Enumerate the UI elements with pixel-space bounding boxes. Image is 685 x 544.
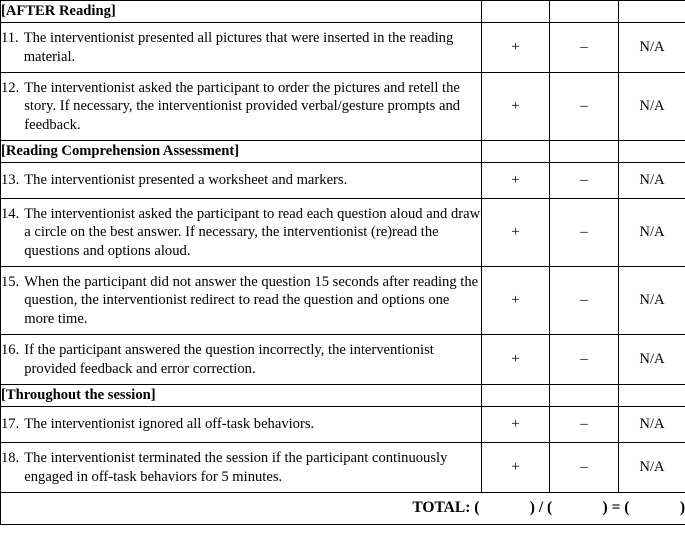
checklist-item-row [1, 23, 685, 73]
item-cell [1, 23, 482, 73]
item-cell [1, 267, 482, 335]
na-mark[interactable]: N/A [619, 407, 685, 443]
na-mark[interactable]: N/A [619, 163, 685, 199]
total-blank-3[interactable] [629, 499, 679, 516]
minus-mark[interactable]: – [550, 407, 619, 443]
empty-cell [619, 385, 685, 407]
plus-mark[interactable]: + [482, 443, 550, 493]
plus-mark[interactable]: + [482, 23, 550, 73]
item-text: When the participant did not answer the question 15 seconds after reading the question, the interventionist redirect to read the question and options one more time. [24, 273, 479, 327]
na-mark[interactable]: N/A [619, 73, 685, 141]
plus-mark[interactable]: + [482, 163, 550, 199]
item-text: The interventionist asked the participant to order the pictures and retell the story. If necessary, the interventionist provided verbal/gesture prompts and feedback. [24, 79, 461, 133]
total-blank-2[interactable] [552, 499, 602, 516]
checklist-item-row [1, 335, 685, 385]
total-label: TOTAL: [412, 499, 471, 517]
item-cell [1, 443, 482, 493]
total-cell [1, 493, 685, 525]
item-cell [1, 199, 482, 267]
item-text: The interventionist asked the participant to read each question aloud and draw a circle on the best answer. If necessary, the interventionist (re)read the questions and options aloud. [24, 205, 481, 259]
empty-cell [550, 385, 619, 407]
empty-cell [550, 1, 619, 23]
minus-mark[interactable]: – [550, 73, 619, 141]
empty-cell [482, 1, 550, 23]
section-title: [Throughout the session] [1, 385, 482, 407]
item-number: 11. [1, 30, 19, 46]
item-number: 17. [1, 416, 20, 433]
checklist-item-row [1, 163, 685, 199]
item-cell [1, 407, 482, 443]
section-title: [AFTER Reading] [1, 1, 482, 23]
empty-cell [619, 141, 685, 163]
plus-mark[interactable]: + [482, 407, 550, 443]
plus-mark[interactable]: + [482, 199, 550, 267]
item-text: If the participant answered the question incorrectly, the interventionist provided feedback and error correction. [24, 342, 434, 377]
na-mark[interactable]: N/A [619, 267, 685, 335]
item-number: 13. [1, 172, 20, 189]
minus-mark[interactable]: – [550, 199, 619, 267]
item-text: The interventionist presented all pictures that were inserted in the reading material. [23, 30, 454, 65]
minus-mark[interactable]: – [550, 23, 619, 73]
item-number: 14. [1, 205, 20, 222]
item-cell [1, 163, 482, 199]
checklist-item-row [1, 73, 685, 141]
empty-cell [482, 141, 550, 163]
total-row [1, 493, 685, 525]
item-number: 12. [1, 79, 20, 96]
minus-mark[interactable]: – [550, 443, 619, 493]
checklist-item-row [1, 267, 685, 335]
section-header-row [1, 1, 685, 23]
total-open-paren: ( [474, 499, 480, 517]
plus-mark[interactable]: + [482, 335, 550, 385]
na-mark[interactable]: N/A [619, 23, 685, 73]
checklist-item-row [1, 199, 685, 267]
empty-cell [482, 385, 550, 407]
section-header-row [1, 141, 685, 163]
checklist-item-row [1, 407, 685, 443]
item-cell [1, 73, 482, 141]
item-cell [1, 335, 482, 385]
section-header-row [1, 385, 685, 407]
total-divider: ) / ( [529, 499, 553, 517]
empty-cell [550, 141, 619, 163]
item-number: 15. [1, 273, 20, 290]
na-mark[interactable]: N/A [619, 199, 685, 267]
empty-cell [619, 1, 685, 23]
total-close-paren: ) [679, 499, 685, 517]
plus-mark[interactable]: + [482, 73, 550, 141]
item-number: 16. [1, 342, 20, 358]
plus-mark[interactable]: + [482, 267, 550, 335]
minus-mark[interactable]: – [550, 163, 619, 199]
item-text: The interventionist presented a worksheet and markers. [24, 172, 348, 189]
item-text: The interventionist terminated the session if the participant continuously engaged in off-task behaviors for 5 minutes. [24, 450, 448, 485]
item-text: The interventionist ignored all off-task behaviors. [24, 416, 315, 433]
na-mark[interactable]: N/A [619, 443, 685, 493]
minus-mark[interactable]: – [550, 267, 619, 335]
section-title: [Reading Comprehension Assessment] [1, 141, 482, 163]
na-mark[interactable]: N/A [619, 335, 685, 385]
checklist-item-row [1, 443, 685, 493]
minus-mark[interactable]: – [550, 335, 619, 385]
total-blank-1[interactable] [479, 499, 529, 516]
item-number: 18. [1, 450, 20, 466]
total-equals: ) = ( [602, 499, 630, 517]
